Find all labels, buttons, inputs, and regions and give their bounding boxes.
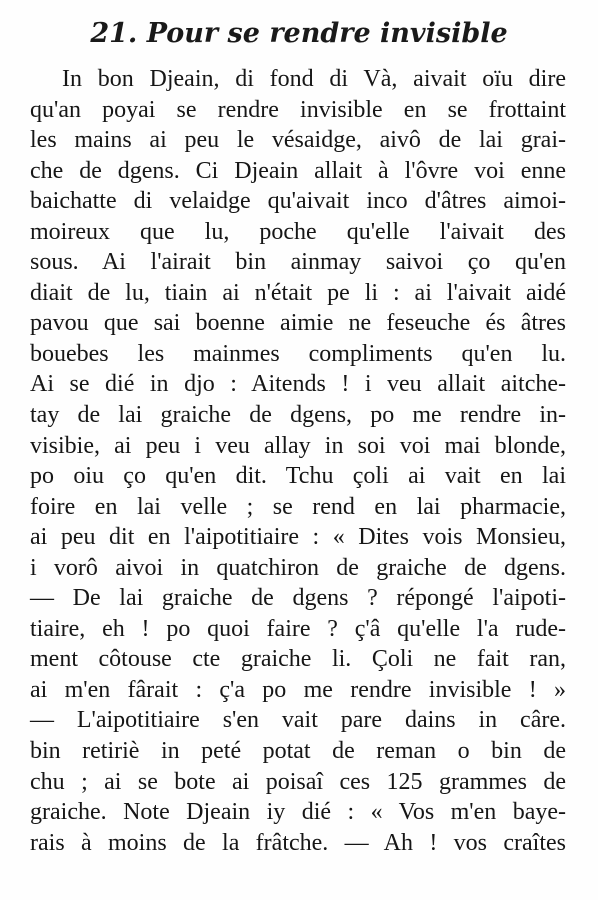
- text-line: baichatte di velaidge qu'aivait inco d'âtres aimoi-: [30, 188, 566, 215]
- text-line: foire en lai velle ; se rend en lai pharmacie,: [30, 493, 566, 520]
- text-line: po oiu ço qu'en dit. Tchu çoli ai vait en lai: [30, 463, 566, 490]
- text-line: In bon Djeain, di fond di Và, aivait oïu dire: [62, 66, 566, 92]
- text-line: ai peu dit en l'aipotitiaire : « Dites vois Monsieu,: [30, 524, 566, 551]
- text-line: — De lai graiche de dgens ? répongé l'aipoti-: [30, 585, 566, 612]
- text-line: ai m'en fârait : ç'a po me rendre invisible ! »: [30, 676, 566, 703]
- text-line: ment côtouse cte graiche li. Çoli ne fait ran,: [30, 646, 566, 673]
- chapter-title: 21. Pour se rendre invisible: [90, 18, 508, 49]
- story-text: [30, 64, 566, 858]
- text-line: tiaire, eh ! po quoi faire ? ç'â qu'elle l'a rude-: [30, 615, 566, 642]
- text-line: rais à moins de la frâtche. — Ah ! vos craîtes: [30, 829, 566, 856]
- text-line: i vorô aivoi in quatchiron de graiche de dgens.: [30, 554, 566, 581]
- text-line: sous. Ai l'airait bin ainmay saivoi ço qu'en: [30, 249, 566, 276]
- text-line: Ai se dié in djo : Aitends ! i veu allait aitche-: [30, 371, 566, 398]
- text-line: tay de lai graiche de dgens, po me rendre in-: [30, 402, 566, 429]
- text-line: qu'an poyai se rendre invisible en se frottaint: [30, 96, 566, 123]
- text-line: visibie, ai peu i veu allay in soi voi mai blonde,: [30, 432, 566, 459]
- text-line: les mains ai peu le vésaidge, aivô de lai grai-: [30, 127, 566, 154]
- text-line: graiche. Note Djeain iy dié : « Vos m'en baye-: [30, 799, 566, 826]
- text-line: moireux que lu, poche qu'elle l'aivait des: [30, 218, 566, 245]
- text-line: che de dgens. Ci Djeain allait à l'ôvre voi enne: [30, 157, 566, 184]
- text-line: bouebes les mainmes compliments qu'en lu.: [30, 340, 566, 367]
- text-line: pavou que sai boenne aimie ne feseuche és âtres: [30, 310, 566, 337]
- text-line: chu ; ai se bote ai poisaî ces 125 grammes de: [30, 768, 566, 795]
- text-line: — L'aipotitiaire s'en vait pare dains in câre.: [30, 707, 566, 734]
- text-line: bin retiriè in peté potat de reman o bin de: [30, 738, 566, 765]
- text-line: diait de lu, tiain ai n'était pe li : ai l'aivait aidé: [30, 279, 566, 306]
